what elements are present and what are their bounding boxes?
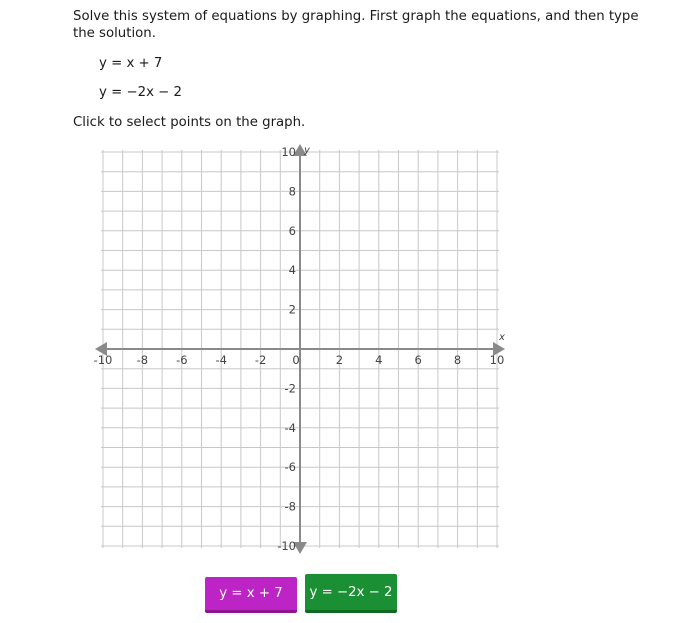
y-axis-name: y xyxy=(304,145,310,156)
y-tick-label: 2 xyxy=(288,302,296,317)
question-prompt: Solve this system of equations by graphing. First graph the equations, and then type the solution. xyxy=(73,9,639,41)
x-tick-label: -4 xyxy=(215,353,227,367)
y-tick-label: -2 xyxy=(284,381,296,396)
y-tick-label: 8 xyxy=(288,184,296,199)
x-tick-label: 0 xyxy=(292,353,300,367)
x-tick-label: -8 xyxy=(136,353,149,367)
x-tick-label: 4 xyxy=(375,353,383,367)
y-tick-label: -8 xyxy=(284,499,296,514)
x-axis-name: x xyxy=(499,332,505,343)
y-tick-label: 10 xyxy=(281,145,296,159)
y-tick-label: -6 xyxy=(284,460,296,475)
equation-2: y = −2x − 2 xyxy=(99,85,182,100)
graph-line-1-label: y = x + 7 xyxy=(219,586,283,601)
x-tick-label: 2 xyxy=(335,353,344,367)
y-tick-label: 4 xyxy=(288,263,296,278)
x-tick-label: -10 xyxy=(93,353,113,367)
y-tick-label: -4 xyxy=(284,420,296,435)
x-tick-label: -6 xyxy=(176,353,188,367)
y-tick-label: 6 xyxy=(288,223,296,238)
graph-line-1-button[interactable] xyxy=(205,577,297,613)
x-tick-label: 8 xyxy=(453,353,462,367)
y-tick-label: -10 xyxy=(277,539,296,553)
graph-line-2-button[interactable] xyxy=(305,574,397,613)
graph-line-2-label: y = −2x − 2 xyxy=(309,584,393,600)
x-tick-label: 6 xyxy=(414,353,422,367)
x-tick-label: 10 xyxy=(489,353,505,367)
equation-1: y = x + 7 xyxy=(99,56,163,71)
graph-instruction: Click to select points on the graph. xyxy=(73,115,306,130)
x-tick-label: -2 xyxy=(254,353,267,367)
